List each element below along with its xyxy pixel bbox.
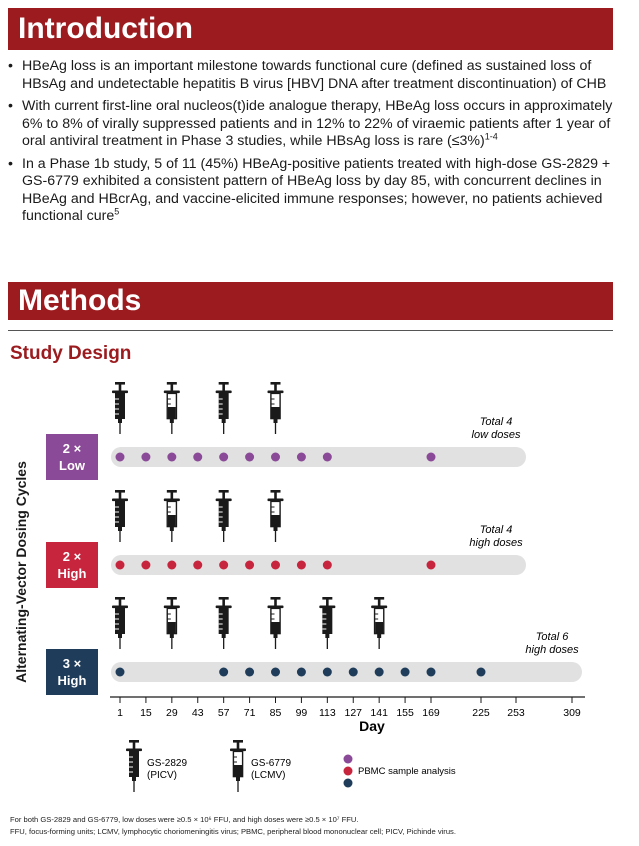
cohort-row xyxy=(46,597,582,695)
syringe-outline-icon xyxy=(230,740,246,792)
pbmc-sample-dot xyxy=(323,453,332,462)
pbmc-sample-dot xyxy=(219,453,228,462)
legend-drug-a-vector: (PICV) xyxy=(147,770,177,781)
legend xyxy=(126,740,456,792)
syringe-outline-icon xyxy=(164,490,180,542)
syringe-dark-icon xyxy=(216,597,232,649)
day-tick-label: 225 xyxy=(472,707,490,719)
section-divider xyxy=(8,330,613,331)
day-tick-label: 169 xyxy=(422,707,440,719)
cohort-total-count: Total 4 xyxy=(479,524,513,536)
syringe-dark-icon xyxy=(112,490,128,542)
pbmc-sample-dot xyxy=(193,453,202,462)
day-tick-label: 253 xyxy=(507,707,525,719)
day-tick-label: 99 xyxy=(295,707,308,719)
day-tick-label: 57 xyxy=(217,707,230,719)
syringe-outline-icon xyxy=(268,490,284,542)
legend-pbmc-label: PBMC sample analysis xyxy=(358,766,456,777)
pbmc-sample-dot xyxy=(219,668,228,677)
bullet-item xyxy=(8,156,618,226)
day-axis-ticks xyxy=(117,697,581,719)
cohort-label-multiplier: 2 × xyxy=(62,441,82,456)
syringe-dark-icon xyxy=(319,597,335,649)
cohort-total-count: Total 6 xyxy=(535,631,569,643)
pbmc-sample-dot xyxy=(271,668,280,677)
bullet-text: With current first-line oral nucleos(t)ide analogue therapy, HBeAg loss occurs in approximately 6% to 8% of virally suppressed patients and in 12% to 22% of viraemic patients after 1 year of oral antiviral treatment in Phase 3 studies, while HBsAg loss is rare (≤3%) xyxy=(22,98,613,149)
syringe-dark-icon xyxy=(216,490,232,542)
cohort-label-multiplier: 2 × xyxy=(62,549,82,564)
syringe-outline-icon xyxy=(371,597,387,649)
cohort-row xyxy=(46,382,526,480)
methods-banner xyxy=(8,282,613,320)
study-design-title: Study Design xyxy=(10,343,132,364)
legend-pbmc-dot-purple xyxy=(344,755,353,764)
pbmc-sample-dot xyxy=(297,668,306,677)
bullet-item xyxy=(8,58,618,93)
pbmc-sample-dot xyxy=(141,561,150,570)
pbmc-sample-dot xyxy=(271,561,280,570)
syringe-outline-icon xyxy=(268,382,284,434)
day-tick-label: 15 xyxy=(140,707,152,719)
pbmc-sample-dot xyxy=(167,453,176,462)
introduction-title: Introduction xyxy=(18,12,193,45)
cohort-total-count: Total 4 xyxy=(479,416,513,428)
pbmc-sample-dot xyxy=(323,561,332,570)
syringe-outline-icon xyxy=(268,597,284,649)
cohort-label-dose-level: High xyxy=(57,566,87,581)
pbmc-sample-dot xyxy=(297,561,306,570)
bullet-reference: 1-4 xyxy=(484,131,498,142)
pbmc-sample-dot xyxy=(245,668,254,677)
cohort-total-dose-level: high doses xyxy=(469,537,523,549)
pbmc-sample-dot xyxy=(167,561,176,570)
pbmc-sample-dot xyxy=(116,561,125,570)
introduction-banner xyxy=(8,8,613,50)
y-axis-label: Alternating-Vector Dosing Cycles xyxy=(13,461,29,683)
day-tick-label: 71 xyxy=(243,707,256,719)
cohort-rows xyxy=(46,382,582,695)
cohort-total-dose-level: high doses xyxy=(525,644,579,656)
syringe-dark-icon xyxy=(112,597,128,649)
pbmc-sample-dot xyxy=(427,453,436,462)
study-design-diagram xyxy=(0,360,639,800)
day-tick-label: 85 xyxy=(269,707,282,719)
introduction-bullet-list xyxy=(8,58,618,231)
pbmc-sample-dot xyxy=(427,561,436,570)
cohort-total-dose-level: low doses xyxy=(471,429,521,441)
cohort-timeline-bar xyxy=(111,662,582,682)
day-tick-label: 1 xyxy=(117,707,123,719)
pbmc-sample-dot xyxy=(375,668,384,677)
pbmc-sample-dot xyxy=(116,668,125,677)
syringe-dark-icon xyxy=(126,740,142,792)
footnote-doses: For both GS-2829 and GS-6779, low doses were ≥0.5 × 10⁶ FFU, and high doses were ≥0.5 × 10⁷ FFU. xyxy=(10,815,359,824)
bullet-reference: 5 xyxy=(114,206,120,217)
x-axis-label: Day xyxy=(359,718,385,734)
day-tick-label: 113 xyxy=(318,707,336,719)
legend-pbmc-dot-red xyxy=(344,767,353,776)
day-tick-label: 127 xyxy=(344,707,363,719)
methods-title: Methods xyxy=(18,284,142,317)
pbmc-sample-dot xyxy=(116,453,125,462)
syringe-dark-icon xyxy=(112,382,128,434)
pbmc-sample-dot xyxy=(219,561,228,570)
pbmc-sample-dot xyxy=(271,453,280,462)
pbmc-sample-dot xyxy=(477,668,486,677)
syringe-outline-icon xyxy=(164,597,180,649)
day-tick-label: 141 xyxy=(370,707,388,719)
bullet-item xyxy=(8,98,618,151)
pbmc-sample-dot xyxy=(401,668,410,677)
pbmc-sample-dot xyxy=(323,668,332,677)
pbmc-sample-dot xyxy=(427,668,436,677)
legend-drug-a-name: GS-2829 xyxy=(147,758,188,769)
legend-pbmc-dot-navy xyxy=(344,779,353,788)
day-tick-label: 309 xyxy=(563,707,581,719)
pbmc-sample-dot xyxy=(141,453,150,462)
syringe-outline-icon xyxy=(164,382,180,434)
cohort-row xyxy=(46,490,526,588)
footnote-abbreviations: FFU, focus-forming units; LCMV, lymphocytic choriomeningitis virus; PBMC, peripheral blood mononuclear cell; PICV, Pichinde virus. xyxy=(10,827,456,836)
cohort-label-dose-level: High xyxy=(57,673,87,688)
legend-drug-b-vector: (LCMV) xyxy=(251,770,286,781)
legend-drug-b-name: GS-6779 xyxy=(251,758,292,769)
syringe-dark-icon xyxy=(216,382,232,434)
day-tick-label: 29 xyxy=(165,707,178,719)
cohort-label-multiplier: 3 × xyxy=(62,656,82,671)
day-tick-label: 155 xyxy=(396,707,414,719)
pbmc-sample-dot xyxy=(297,453,306,462)
bullet-text: HBeAg loss is an important milestone towards functional cure (defined as sustained loss of HBsAg and undetectable hepatitis B virus [HBV] DNA after treatment discontinuation) of CHB xyxy=(22,58,607,92)
day-tick-label: 43 xyxy=(191,707,204,719)
cohort-label-dose-level: Low xyxy=(59,458,85,473)
bullet-text: In a Phase 1b study, 5 of 11 (45%) HBeAg-positive patients treated with high-dose GS-2829 + GS-6779 exhibited a consistent pattern of HBeAg loss by day 85, with concurrent declines in HBeAg and HBcrAg, and vaccine-elicited immune responses; however, no patients achieved functional cure xyxy=(22,155,611,224)
pbmc-sample-dot xyxy=(193,561,202,570)
pbmc-sample-dot xyxy=(349,668,358,677)
pbmc-sample-dot xyxy=(245,453,254,462)
pbmc-sample-dot xyxy=(245,561,254,570)
